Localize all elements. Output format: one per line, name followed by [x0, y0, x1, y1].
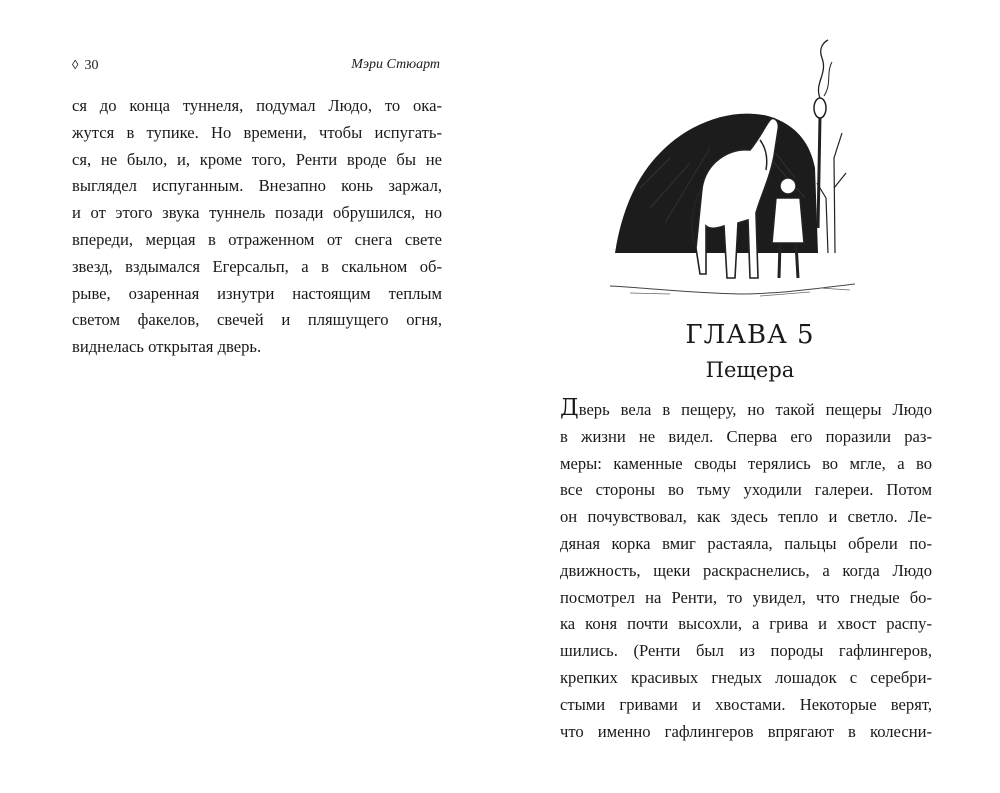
text-line: все стороны во тьму уходили галереи. Потом — [560, 480, 932, 500]
page-number: ◊ 30 — [72, 57, 99, 73]
text-line: звезд, вздымался Егерсальп, а в скальном об- — [72, 256, 442, 276]
text-line: меры: каменные своды терялись во мгле, а во — [560, 453, 932, 473]
text-line: движность, щеки раскраснелись, а когда Людо — [560, 560, 932, 580]
chapter-subtitle: Пещера — [705, 358, 795, 382]
text-line: рыве, озаренная изнутри настоящим теплым — [72, 283, 442, 303]
text-line: и от этого звука туннель позади обрушился, но — [72, 203, 442, 223]
text-line: ка коня почти высохли, а грива и хвост распу- — [560, 614, 932, 634]
running-header — [72, 57, 440, 79]
text-line-first: Дверь вела в пещеру, но такой пещеры Людо — [560, 395, 932, 421]
text-line: ся до конца туннеля, подумал Людо, то ока- — [72, 96, 442, 115]
text-line: посмотрел на Ренти, то увидел, что гнедые бо- — [560, 587, 932, 607]
text-line: выглядел испуганным. Внезапно конь заржал, — [72, 176, 442, 196]
left-body-text — [72, 93, 442, 361]
text-line: дяная корка вмиг растаяла, пальцы обрели по- — [560, 533, 932, 553]
horse-and-boy-illustration — [610, 38, 855, 308]
running-header-author: Мэри Стюарт — [351, 57, 440, 72]
right-page — [500, 0, 1000, 793]
chapter-title: ГЛАВА 5 — [685, 320, 815, 350]
text-line: он почувствовал, как здесь тепло и светло. Ле- — [560, 507, 932, 527]
text-line: в жизни не видел. Сперва его поразили раз- — [560, 426, 932, 446]
text-line: крепких красивых гнедых лошадок с серебри- — [560, 667, 932, 687]
text-line: стыми гривами и хвостами. Некоторые верят, — [560, 694, 932, 714]
text-line: что именно гафлингеров впрягают в колесни- — [560, 721, 932, 741]
drop-cap: Д — [560, 395, 579, 421]
text-line: впереди, мерцая в отраженном от снега свете — [72, 229, 442, 249]
text-line: светом факелов, свечей и пляшущего огня, — [72, 310, 442, 330]
text-line: ся, не было, и, кроме того, Ренти вроде бы не — [72, 149, 442, 169]
diamond-ornament-icon: ◊ — [72, 57, 79, 72]
text-line: виднелась открытая дверь. — [72, 337, 262, 357]
text-line: шились. (Ренти был из породы гафлингеров, — [560, 641, 932, 661]
text-line: жутся в тупике. Но времени, чтобы испугать- — [72, 122, 442, 142]
right-body-text — [560, 397, 932, 745]
